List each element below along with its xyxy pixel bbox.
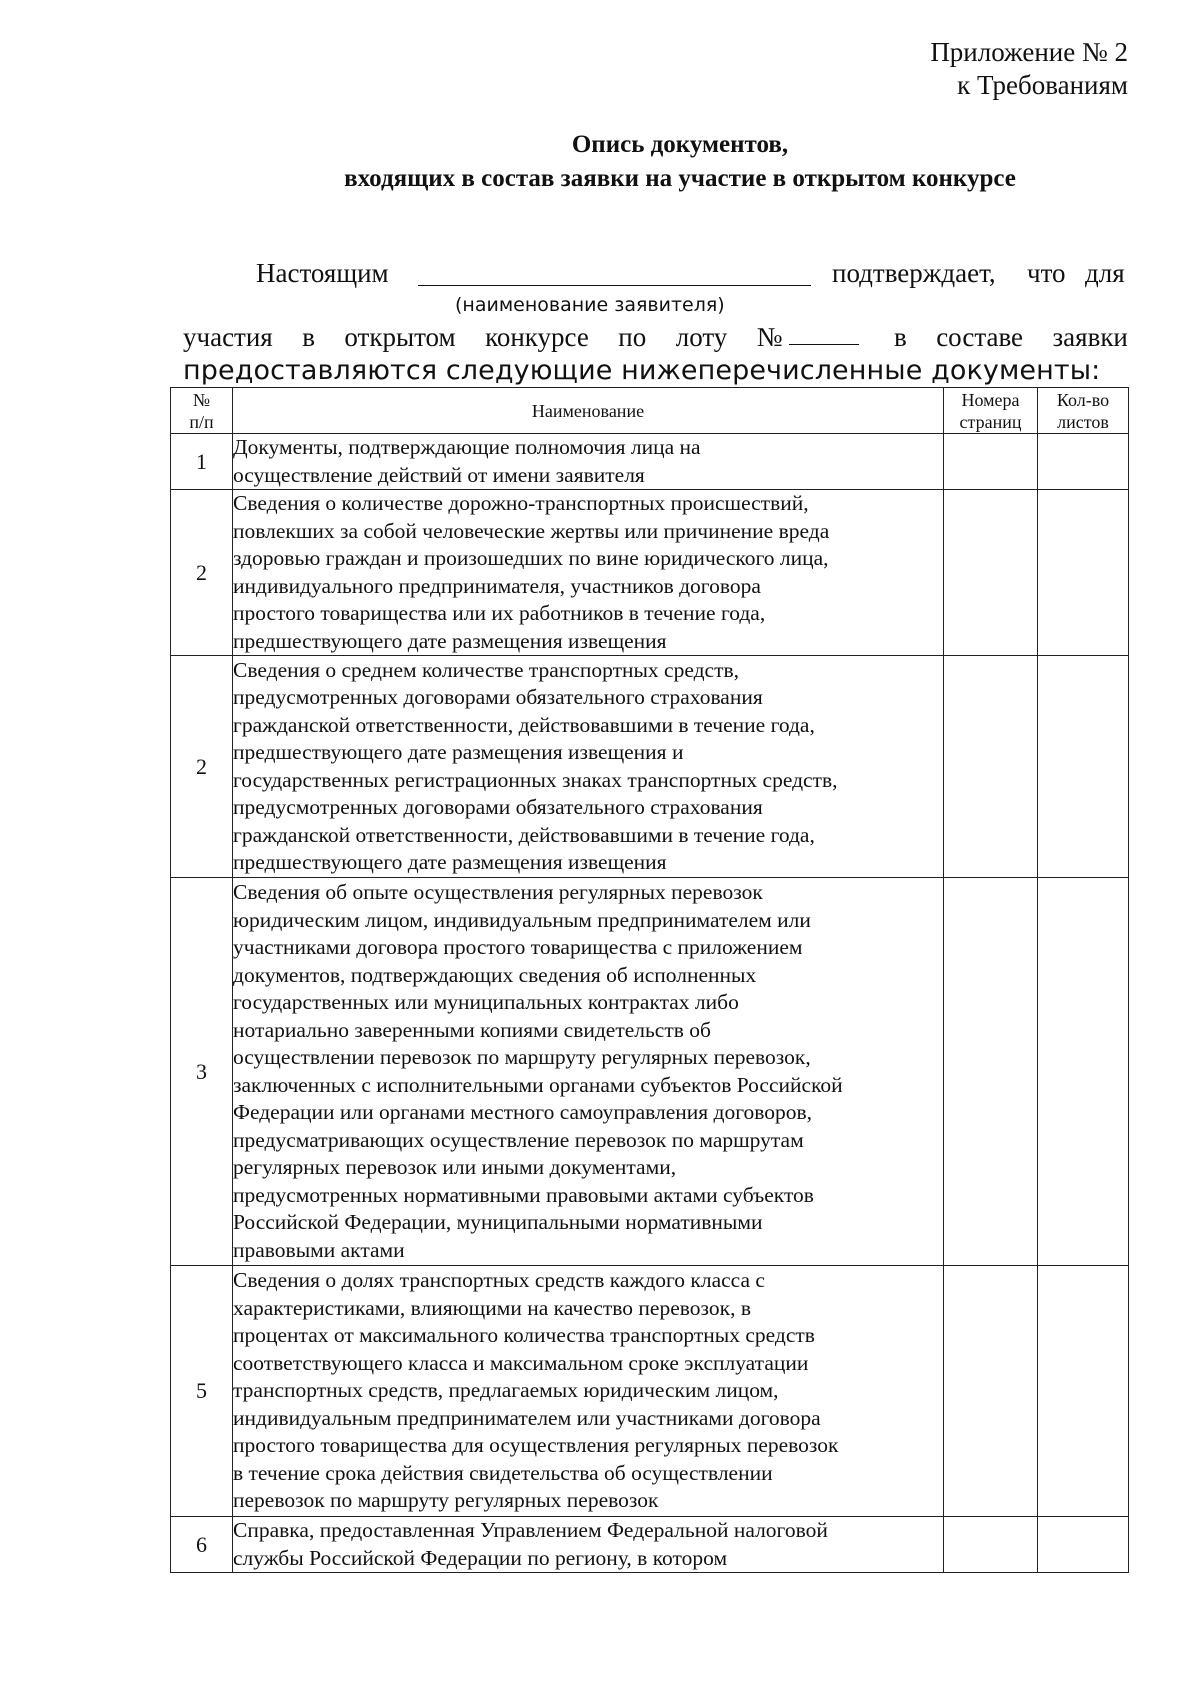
document-name-line: Сведения о среднем количестве транспортных средств,	[233, 657, 740, 682]
document-name-line: предшествующего дате размещения извещения и	[233, 740, 684, 764]
document-name-line: транспортных средств, предлагаемых юридическим лицом,	[233, 1378, 779, 1403]
document-name-line: процентах от максимального количества транспортных средств	[233, 1323, 815, 1348]
document-name-line: правовыми актами	[233, 1237, 405, 1262]
row-sheet-count	[1038, 1266, 1129, 1517]
document-name-line: перевозок по маршруту регулярных перевозок	[233, 1488, 659, 1513]
document-name-line: Российской Федерации, муниципальными нормативными	[233, 1210, 763, 1234]
row-document-name	[233, 1266, 944, 1517]
row-document-name	[233, 656, 944, 878]
row-number: 3	[171, 878, 233, 1266]
document-name-line: осуществление действий от имени заявителя	[233, 462, 645, 487]
intro-word: составе	[936, 322, 1024, 352]
intro-word	[757, 322, 865, 353]
header-pages	[944, 388, 1038, 434]
header-number-line-2: п/п	[189, 411, 214, 432]
row-document-name	[233, 878, 944, 1266]
document-name-line: в течение срока действия свидетельства об осуществлении	[233, 1460, 773, 1485]
table-row	[171, 1266, 1129, 1517]
row-document-name	[233, 434, 944, 490]
document-name-line: предусмотренных договорами обязательного страхования	[233, 685, 763, 709]
row-page-numbers	[944, 434, 1038, 490]
row-sheet-count	[1038, 656, 1129, 878]
row-page-numbers	[944, 656, 1038, 878]
intro-line-3: предоставляются следующие нижеперечисленные документы:	[183, 355, 1101, 386]
row-sheet-count	[1038, 1517, 1129, 1573]
document-name-line: осуществлении перевозок по маршруту регулярных перевозок,	[233, 1045, 811, 1069]
document-name-line: предусмотренных договорами обязательного страхования	[233, 795, 763, 819]
row-sheet-count	[1038, 434, 1129, 490]
intro-word: в	[302, 322, 315, 352]
row-page-numbers	[944, 1266, 1038, 1517]
header-sheets-line-2: листов	[1057, 411, 1109, 432]
document-name-line: характеристиками, влияющими на качество перевозок, в	[233, 1295, 751, 1320]
title-line-1: Опись документов,	[571, 131, 789, 158]
header-sheets	[1038, 388, 1129, 434]
document-name-line: Сведения об опыте осуществления регулярных перевозок	[233, 880, 763, 904]
row-number: 2	[171, 490, 233, 656]
header-name: Наименование	[233, 388, 944, 434]
document-name-line: заключенных с исполнительными органами субъектов Российской	[233, 1072, 843, 1097]
intro-word-confirms: подтверждает,	[832, 258, 996, 288]
table-row	[171, 434, 1129, 490]
row-number: 5	[171, 1266, 233, 1517]
intro-word: участия	[183, 322, 273, 352]
document-name-line: регулярных перевозок или иными документами,	[233, 1155, 677, 1179]
table-header-row	[171, 388, 1129, 434]
header-pages-line-1: Номера	[961, 389, 1020, 410]
document-title	[200, 128, 1160, 196]
appendix-reference	[930, 36, 1128, 102]
table-body	[171, 434, 1129, 1573]
document-name-line: государственных регистрационных знаках транспортных средств,	[233, 767, 838, 792]
lot-number-blank	[789, 322, 859, 345]
document-name-line: предшествующего дате размещения извещения	[233, 628, 667, 653]
row-page-numbers	[944, 490, 1038, 656]
row-number: 6	[171, 1517, 233, 1573]
document-name-line: юридическим лицом, индивидуальным предпринимателем или	[233, 907, 811, 932]
document-name-line: здоровью граждан и произошедших по вине юридического лица,	[233, 546, 829, 570]
row-sheet-count	[1038, 878, 1129, 1266]
row-number: 1	[171, 434, 233, 490]
document-name-line: соответствующего класса и максимальном сроке эксплуатации	[233, 1350, 809, 1375]
header-number-line-1: №	[192, 389, 211, 410]
applicant-name-blank	[418, 285, 811, 286]
intro-word: заявки	[1052, 322, 1128, 352]
row-number: 2	[171, 656, 233, 878]
document-name-line: индивидуальным предпринимателем или участниками договора	[233, 1405, 821, 1430]
table-row	[171, 878, 1129, 1266]
document-name-line: государственных или муниципальных контрактах либо	[233, 990, 739, 1014]
row-sheet-count	[1038, 490, 1129, 656]
intro-word: в	[893, 322, 907, 352]
document-name-line: повлекших за собой человеческие жертвы или причинение вреда	[233, 518, 830, 543]
document-name-line: индивидуального предпринимателя, участников договора	[233, 573, 761, 598]
document-name-line: участниками договора простого товарищества с приложением	[233, 935, 803, 959]
row-document-name	[233, 490, 944, 656]
table-row	[171, 656, 1129, 878]
document-name-line: простого товарищества для осуществления регулярных перевозок	[233, 1433, 839, 1458]
document-name-line: нотариально заверенными копиями свидетельств об	[233, 1017, 711, 1042]
document-name-line: документов, подтверждающих сведения об исполненных	[233, 962, 757, 987]
document-name-line: Сведения о долях транспортных средств каждого класса с	[233, 1268, 765, 1293]
intro-word: по	[618, 322, 647, 352]
table-row	[171, 1517, 1129, 1573]
intro-word-that: что	[1027, 258, 1066, 288]
document-name-line: службы Российской Федерации по региону, в котором	[233, 1545, 728, 1570]
row-document-name	[233, 1517, 944, 1573]
intro-word: конкурсе	[485, 322, 589, 352]
intro-word: лоту	[675, 322, 728, 352]
intro-word-start: Настоящим	[256, 258, 389, 288]
documents-table	[170, 387, 1129, 1573]
header-sheets-line-1: Кол-во	[1056, 389, 1110, 410]
header-number	[171, 388, 233, 434]
intro-word: открытом	[344, 322, 456, 352]
document-name-line: предусмотренных нормативными правовыми актами субъектов	[233, 1182, 814, 1207]
document-name-line: Федерации или органами местного самоуправления договоров,	[233, 1100, 813, 1124]
header-pages-line-2: страниц	[959, 411, 1022, 432]
lot-number-sign: №	[756, 322, 783, 352]
intro-line-2	[183, 322, 1128, 353]
document-name-line: Документы, подтверждающие полномочия лица на	[233, 435, 701, 459]
document-name-line: предусматривающих осуществление перевозок по маршрутам	[233, 1127, 804, 1152]
title-line-2: входящих в состав заявки на участие в открытом конкурсе	[344, 165, 1016, 192]
document-name-line: простого товарищества или их работников в течение года,	[233, 601, 766, 625]
appendix-line-2: к Требованиям	[957, 70, 1128, 100]
table-row	[171, 490, 1129, 656]
row-page-numbers	[944, 878, 1038, 1266]
document-name-line: Сведения о количестве дорожно-транспортных происшествий,	[233, 491, 809, 515]
document-name-line: предшествующего дате размещения извещения	[233, 850, 667, 874]
document-name-line: гражданской ответственности, действовавшими в течение года,	[233, 822, 815, 847]
row-page-numbers	[944, 1517, 1038, 1573]
document-name-line: гражданской ответственности, действовавшими в течение года,	[233, 712, 815, 737]
applicant-name-caption: (наименование заявителя)	[455, 294, 725, 316]
document-name-line: Справка, предоставленная Управлением Федеральной налоговой	[233, 1518, 828, 1542]
appendix-line-1: Приложение № 2	[930, 37, 1128, 67]
intro-word-for: для	[1085, 258, 1125, 288]
